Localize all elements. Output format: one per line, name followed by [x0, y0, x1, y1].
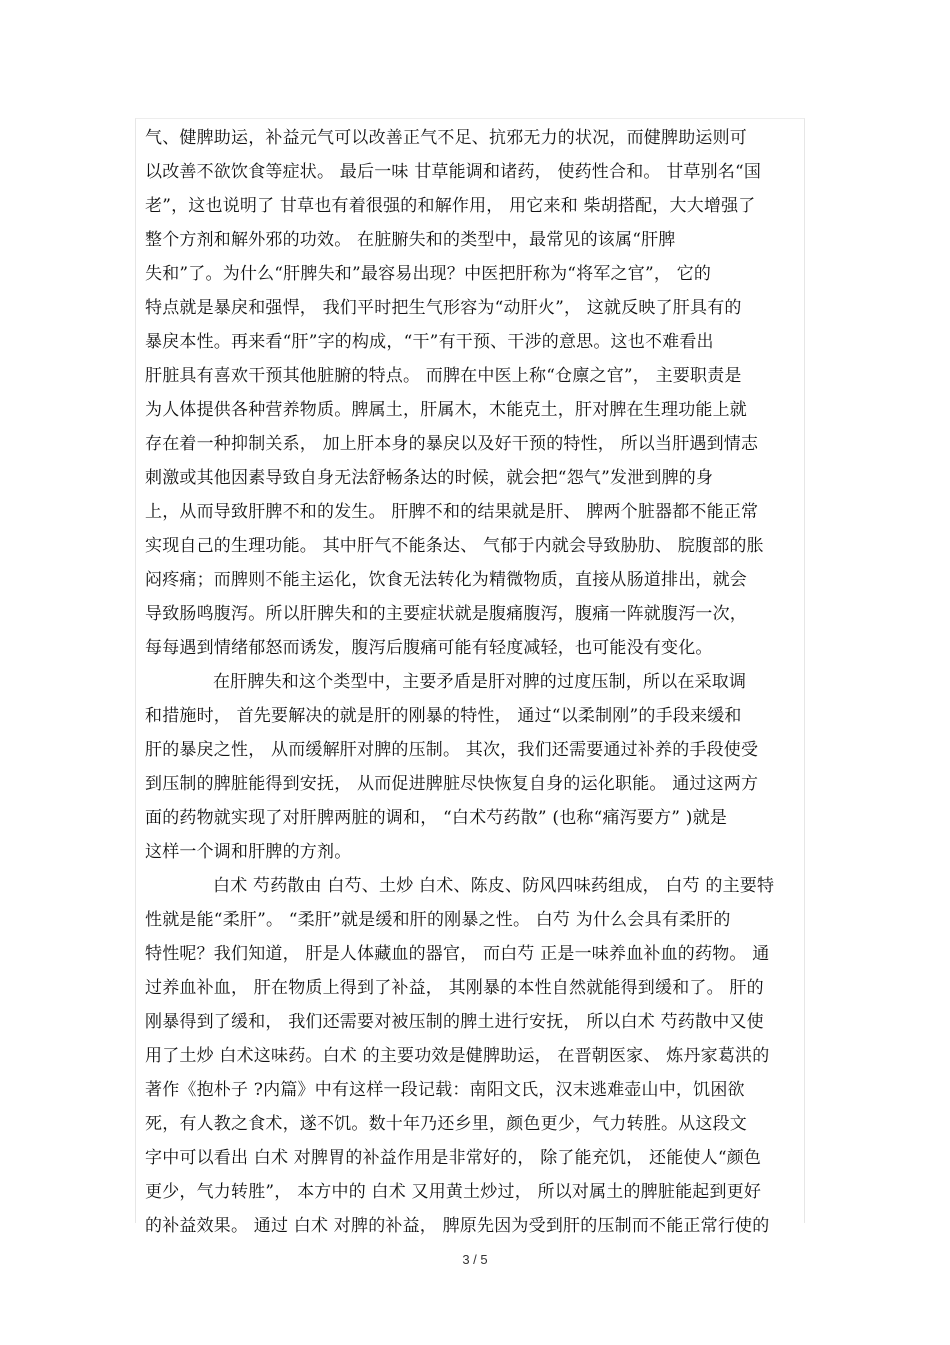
text-line: 刚暴得到了缓和， 我们还需要对被压制的脾土进行安抚， 所以白术 芍药散中又使 — [145, 1012, 764, 1032]
text-line: 字中可以看出 白术 对脾胃的补益作用是非常好的， 除了能充饥， 还能使人“颜色 — [145, 1148, 762, 1168]
text-line: 气、健脾助运，补益元气可以改善正气不足、抗邪无力的状况，而健脾助运则可 — [145, 128, 747, 148]
text-line: 到压制的脾脏能得到安抚， 从而促进脾脏尽快恢复自身的运化职能。 通过这两方 — [145, 774, 759, 794]
text-line: 上，从而导致肝脾不和的发生。 肝脾不和的结果就是肝、 脾两个脏器都不能正常 — [145, 502, 759, 522]
text-line: 导致肠鸣腹泻。所以肝脾失和的主要症状就是腹痛腹泻，腹痛一阵就腹泻一次， — [145, 604, 747, 624]
text-line: 肝的暴戾之性， 从而缓解肝对脾的压制。 其次，我们还需要通过补养的手段使受 — [145, 740, 759, 760]
text-line: 特性呢？我们知道， 肝是人体藏血的器官， 而白芍 正是一味养血补血的药物。 通 — [145, 944, 770, 964]
page-number: 3 / 5 — [462, 1252, 488, 1267]
text-line: 闷疼痛；而脾则不能主运化，饮食无法转化为精微物质，直接从肠道排出，就会 — [145, 570, 747, 590]
text-line: 以改善不欲饮食等症状。 最后一味 甘草能调和诸药， 使药性合和。 甘草别名“国 — [145, 162, 762, 182]
text-line: 著作《抱朴子 ?内篇》中有这样一段记载：南阳文氏，汉末逃难壶山中，饥困欲 — [145, 1080, 745, 1100]
text-line: 用了土炒 白术这味药。白术 的主要功效是健脾助运， 在晋朝医家、 炼丹家葛洪的 — [145, 1046, 770, 1066]
text-line: 这样一个调和肝脾的方剂。 — [145, 842, 352, 862]
text-line: 的补益效果。 通过 白术 对脾的补益， 脾原先因为受到肝的压制而不能正常行使的 — [145, 1216, 770, 1236]
text-line: 和措施时， 首先要解决的就是肝的刚暴的特性， 通过“以柔制刚”的手段来缓和 — [145, 706, 742, 726]
text-line: 为人体提供各种营养物质。脾属土，肝属木，木能克土，肝对脾在生理功能上就 — [145, 400, 747, 420]
text-line: 肝脏具有喜欢干预其他脏腑的特点。 而脾在中医上称“仓廪之官”， 主要职责是 — [145, 366, 742, 386]
text-line: 暴戾本性。再来看“肝”字的构成，“干”有干预、干涉的意思。这也不难看出 — [145, 332, 714, 352]
text-line: 性就是能“柔肝”。 “柔肝”就是缓和肝的刚暴之性。 白芍 为什么会具有柔肝的 — [145, 910, 731, 930]
text-line: 失和”了。为什么“肝脾失和”最容易出现？中医把肝称为“将军之官”， 它的 — [145, 264, 712, 284]
text-line: 老”，这也说明了 甘草也有着很强的和解作用， 用它来和 柴胡搭配，大大增强了 — [145, 196, 756, 216]
text-line: 存在着一种抑制关系， 加上肝本身的暴戾以及好干预的特性， 所以当肝遇到情志 — [145, 434, 759, 454]
text-line: 特点就是暴戾和强悍， 我们平时把生气形容为“动肝火”， 这就反映了肝具有的 — [145, 298, 742, 318]
text-line: 死，有人教之食术，遂不饥。数十年乃还乡里，颜色更少，气力转胜。从这段文 — [145, 1114, 747, 1134]
text-line: 整个方剂和解外邪的功效。 在脏腑失和的类型中，最常见的该属“肝脾 — [145, 230, 676, 250]
text-line: 面的药物就实现了对肝脾两脏的调和， “白术芍药散” (也称“痛泻要方” )就是 — [145, 808, 728, 828]
body-text — [145, 121, 805, 1243]
text-line: 每每遇到情绪郁怒而诱发，腹泻后腹痛可能有轻度减轻，也可能没有变化。 — [145, 638, 713, 658]
paragraph-start-line: 在肝脾失和这个类型中，主要矛盾是肝对脾的过度压制，所以在采取调 — [213, 672, 747, 692]
text-line: 过养血补血， 肝在物质上得到了补益， 其刚暴的本性自然就能得到缓和了。 肝的 — [145, 978, 764, 998]
text-line: 实现自己的生理功能。 其中肝气不能条达、 气郁于内就会导致胁肋、 脘腹部的胀 — [145, 536, 764, 556]
paragraph-start-line: 白术 芍药散由 白芍、土炒 白术、陈皮、防风四味药组成， 白芍 的主要特 — [213, 876, 775, 896]
text-line: 更少，气力转胜”， 本方中的 白术 又用黄土炒过， 所以对属土的脾脏能起到更好 — [145, 1182, 762, 1202]
text-line: 刺激或其他因素导致自身无法舒畅条达的时候，就会把“怨气”发泄到脾的身 — [145, 468, 714, 488]
